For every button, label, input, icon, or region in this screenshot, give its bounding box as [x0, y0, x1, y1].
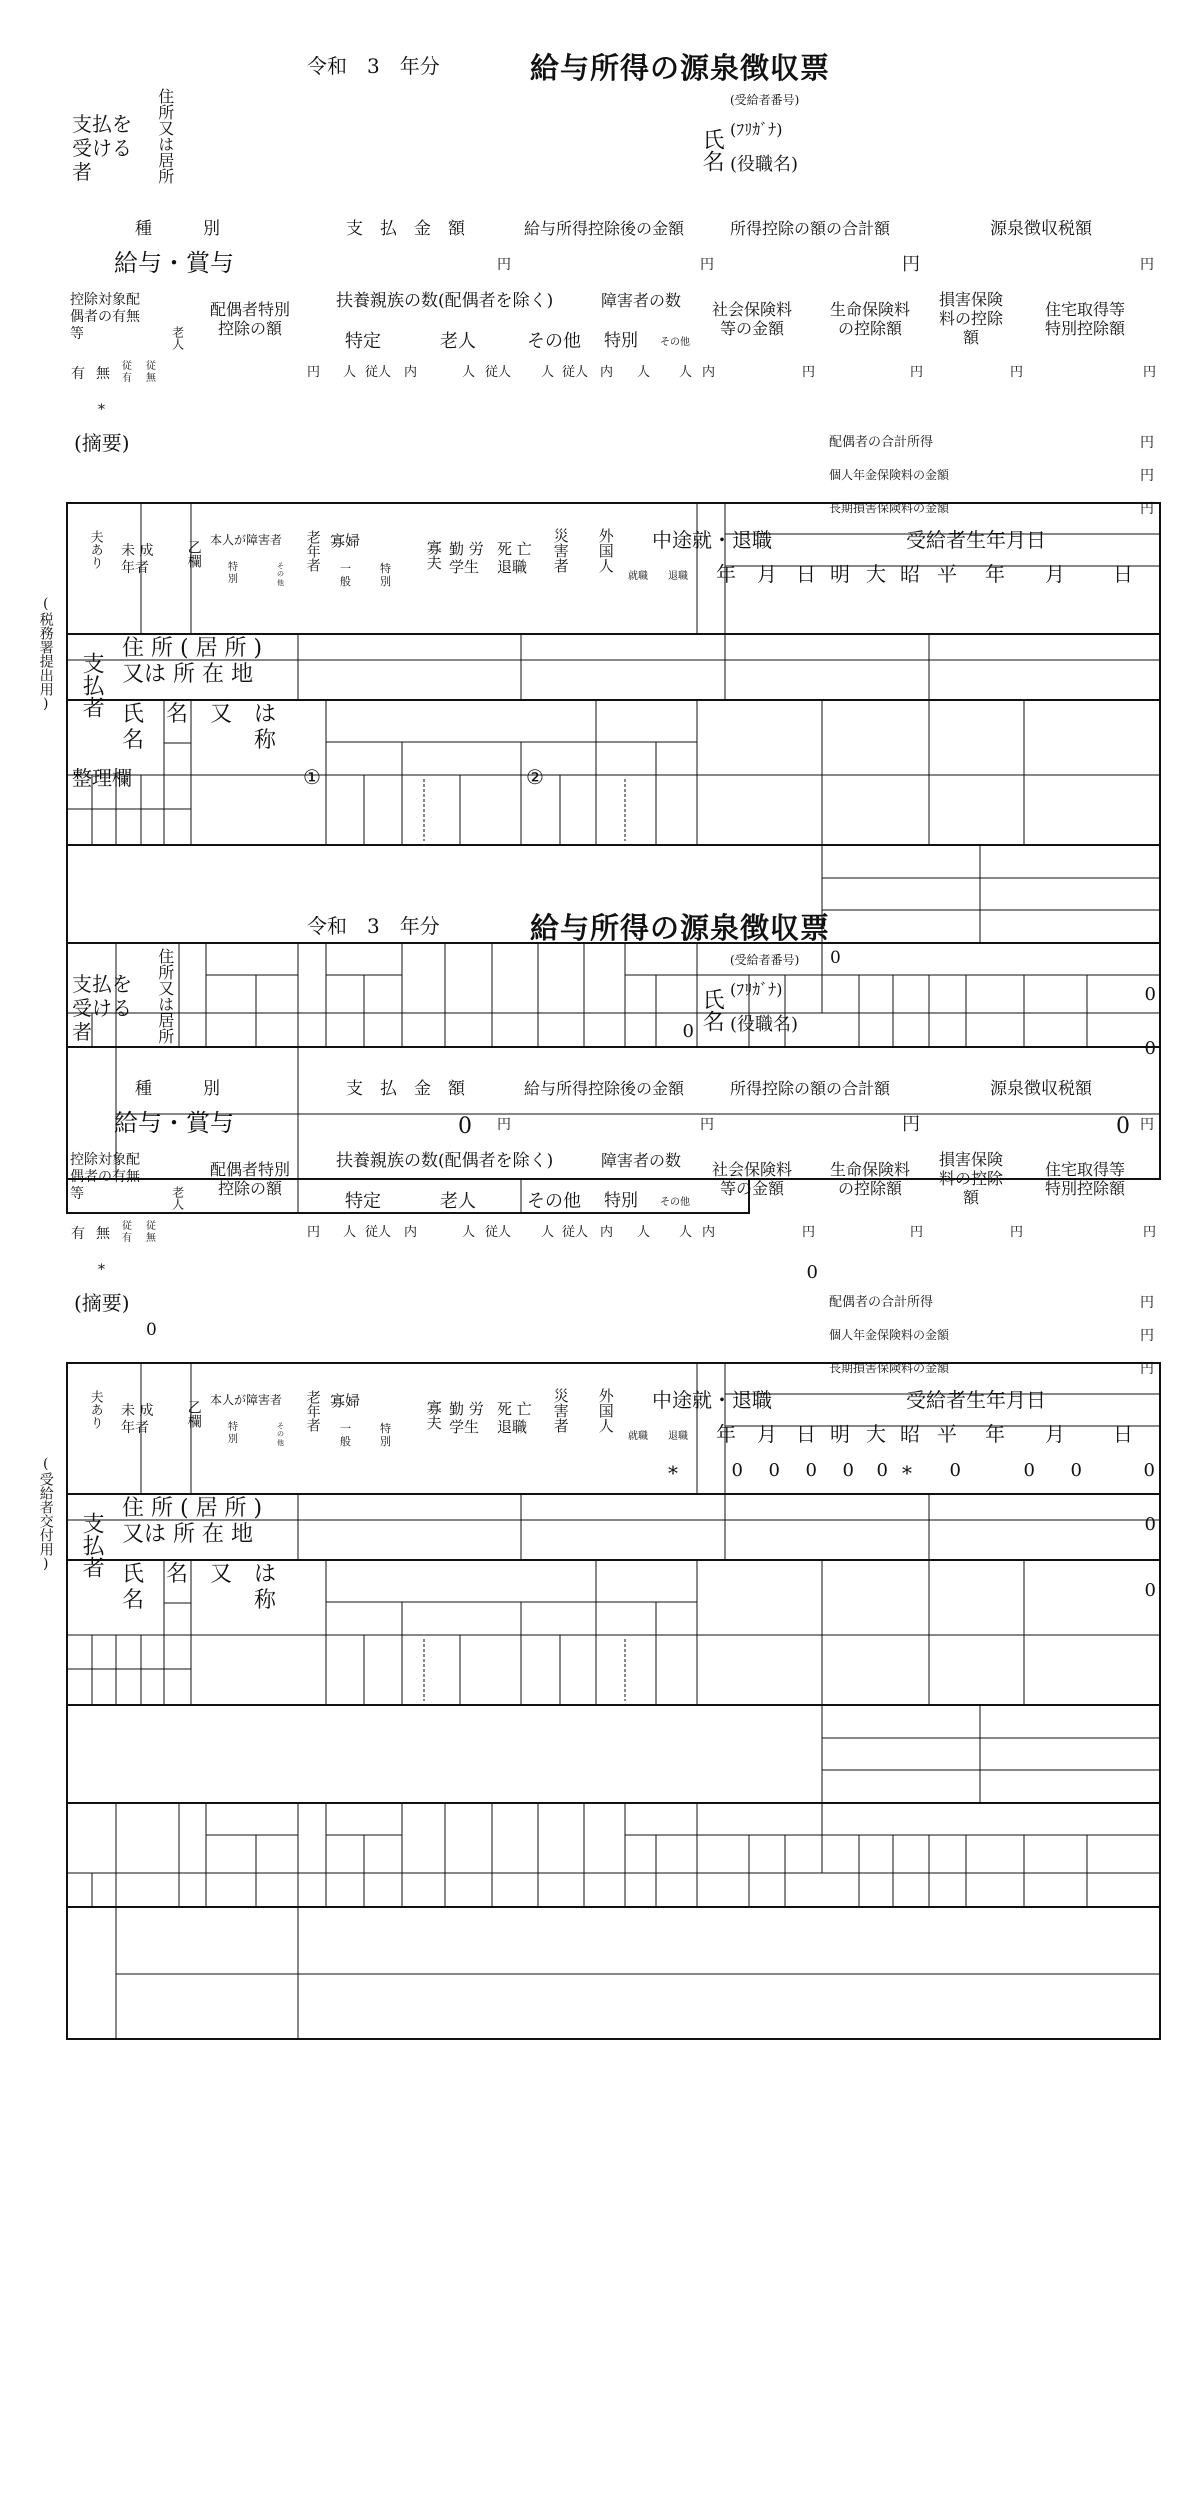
- pay-amount-header: 支 払 金 額: [346, 1079, 465, 1099]
- person-special: 人: [637, 1225, 651, 1240]
- pension-label: 個人年金保険料の金額: [829, 468, 950, 482]
- yen-nonlife: 円: [1010, 1225, 1024, 1240]
- minor-header: 未 成 年者: [121, 1403, 154, 1436]
- payer-address-value[interactable]: 0: [1144, 1514, 1156, 1535]
- spouse-income-label: 配偶者の合計所得: [829, 435, 934, 450]
- dep-person-other: 従人: [562, 365, 589, 380]
- yen-pay: 円: [497, 257, 511, 273]
- inner-special: 内: [600, 1225, 614, 1240]
- widow-special-header: 特 別: [380, 1422, 391, 1449]
- copy-side-label: (受給者交付用): [37, 1456, 54, 1572]
- student-header: 勤 労 学生: [449, 540, 484, 576]
- widow-special-header: 特 別: [380, 562, 391, 589]
- pay-amount-value[interactable]: 0: [458, 1114, 472, 1139]
- total-deduction-header: 所得控除の額の合計額: [730, 1079, 891, 1098]
- elderly-header: 老人: [440, 1191, 476, 1212]
- yen-nonlife: 円: [1010, 365, 1024, 380]
- payer-vertical: 支払者: [79, 652, 105, 718]
- widower-vertical: 寡夫: [424, 1400, 443, 1430]
- era-year: 令和 3 年分: [307, 54, 440, 78]
- widower-vertical: 寡夫: [424, 540, 443, 570]
- elderly-person-vertical: 老年者: [304, 530, 321, 572]
- minor-header: 未 成 年者: [121, 543, 154, 576]
- showa-header: 昭: [900, 1422, 920, 1446]
- payee-label: 支払を 受ける 者: [72, 112, 132, 184]
- salary-bonus-label: 給与・賞与: [114, 249, 234, 277]
- birth-month-value[interactable]: 0: [1070, 1460, 1082, 1481]
- social-insurance-header: 社会保険料 等の金額: [712, 300, 793, 339]
- sonota-small-header: その他: [660, 1197, 690, 1208]
- dep-no-label: 従 無: [146, 1221, 156, 1244]
- birthdate-header: 受給者生年月日: [906, 1388, 1046, 1412]
- circle-2: ②: [526, 765, 544, 789]
- withholding-tax-header: 源泉徴収税額: [990, 219, 1092, 239]
- after-deduction-header: 給与所得控除後の金額: [524, 219, 685, 238]
- meiji-header: 明: [830, 1422, 850, 1446]
- birthdate-header: 受給者生年月日: [906, 528, 1046, 552]
- kind-header: 種 別: [135, 1079, 220, 1099]
- self-disabled-header: 本人が障害者: [210, 533, 283, 547]
- no-label: 無: [96, 366, 110, 382]
- payer-vertical: 支払者: [79, 1512, 105, 1578]
- era-taisho-value[interactable]: 0: [876, 1460, 888, 1481]
- meiji-header: 明: [830, 562, 850, 586]
- era-heisei-value[interactable]: 0: [949, 1460, 961, 1481]
- yes-label: 有: [71, 1226, 85, 1242]
- person-sonota: 人: [679, 365, 693, 380]
- special-header: 特別: [604, 331, 638, 351]
- inner-elderly: 内: [404, 1225, 418, 1240]
- disaster-vertical: 災害者: [551, 528, 570, 573]
- midway-year-header: 年: [716, 1422, 736, 1446]
- circle-1: ①: [303, 765, 321, 789]
- payer-name-label: 氏 名 又 は 名 称: [122, 1562, 277, 1614]
- withholding-slip-recipient-copy: [0, 860, 1204, 1654]
- midway-day-header: 日: [796, 1422, 816, 1446]
- other-header: その他: [527, 331, 581, 352]
- dep-person-specified: 従人: [365, 365, 392, 380]
- yen-spouse-income: 円: [1140, 1295, 1154, 1311]
- name-label-vertical: 氏名: [699, 988, 725, 1032]
- person-sonota: 人: [679, 1225, 693, 1240]
- salary-bonus-label: 給与・賞与: [114, 1109, 234, 1137]
- self-special-header: 特 別: [228, 562, 238, 585]
- midway-header: 中途就・退職: [652, 1388, 772, 1412]
- nonlife-insurance-header: 損害保険 料の控除 額: [939, 1150, 1004, 1208]
- position-label: (役職名): [730, 154, 799, 175]
- address-value[interactable]: 0: [682, 1021, 694, 1042]
- midway-year-value[interactable]: 0: [731, 1460, 743, 1481]
- widow-general-header: 一 般: [340, 1422, 351, 1449]
- payer-name-label: 氏 名 又 は 名 称: [122, 702, 277, 754]
- showa-header: 昭: [900, 562, 920, 586]
- yen-pension: 円: [1140, 1328, 1154, 1344]
- disabled-count-header: 障害者の数: [601, 291, 682, 310]
- person-other: 人: [541, 365, 555, 380]
- yen-housing: 円: [1143, 365, 1157, 380]
- remarks-label: (摘要): [74, 1291, 130, 1315]
- retired-header: 退職: [668, 1431, 688, 1442]
- era-meiji-value[interactable]: 0: [842, 1460, 854, 1481]
- dependents-header: 扶養親族の数(配偶者を除く): [336, 1151, 554, 1171]
- taisho-header: 大: [866, 1422, 886, 1446]
- sonota-small-header: その他: [660, 337, 690, 348]
- yen-social: 円: [802, 1225, 816, 1240]
- self-special-header: 特 別: [228, 1422, 238, 1445]
- housing-header: 住宅取得等 特別控除額: [1045, 1160, 1126, 1199]
- midway-year-header: 年: [716, 562, 736, 586]
- life-insurance-header: 生命保険料 の控除額: [830, 1160, 911, 1199]
- spouse-special-header: 配偶者特別 控除の額: [210, 300, 291, 339]
- self-other-header: そ の 他: [277, 1422, 284, 1447]
- housing-header: 住宅取得等 特別控除額: [1045, 300, 1126, 339]
- other-header: その他: [527, 1191, 581, 1212]
- special-header: 特別: [604, 1191, 638, 1211]
- inner-social: 内: [702, 1225, 716, 1240]
- inner-special: 内: [600, 365, 614, 380]
- recipient-no-label: (受給者番号): [730, 953, 800, 967]
- yen-spouse-special: 円: [307, 365, 321, 380]
- husband-vertical: 夫あり: [87, 1390, 103, 1429]
- birth-day-header: 日: [1113, 562, 1133, 586]
- otsu-vertical: 乙欄: [185, 540, 202, 568]
- position-value[interactable]: 0: [1144, 1038, 1156, 1059]
- era-year: 令和 3 年分: [307, 914, 440, 938]
- foreigner-vertical: 外国人: [596, 528, 615, 573]
- heisei-header: 平: [937, 562, 957, 586]
- birth-year-header: 年: [985, 562, 1005, 586]
- yen-pension: 円: [1140, 468, 1154, 484]
- yen-social: 円: [802, 365, 816, 380]
- address-label-vertical: 住所又は居所: [155, 88, 175, 184]
- yen-pay: 円: [497, 1117, 511, 1133]
- asterisk-mark: *: [98, 1262, 105, 1278]
- elderly-vertical: 老人: [170, 1186, 185, 1210]
- dep-person-other: 従人: [562, 1225, 589, 1240]
- kind-header: 種 別: [135, 219, 220, 239]
- person-specified: 人: [343, 365, 357, 380]
- elderly-vertical: 老人: [170, 326, 185, 350]
- person-elderly: 人: [462, 365, 476, 380]
- total-deduction-header: 所得控除の額の合計額: [730, 219, 891, 238]
- person-special: 人: [637, 365, 651, 380]
- heisei-header: 平: [937, 1422, 957, 1446]
- dep-person-specified: 従人: [365, 1225, 392, 1240]
- recipient-no-value[interactable]: 0: [830, 948, 841, 968]
- yen-longterm: 円: [1140, 1361, 1154, 1377]
- self-other-header: そ の 他: [277, 562, 284, 587]
- yen-tax: 円: [1140, 1117, 1154, 1133]
- no-label: 無: [96, 1226, 110, 1242]
- seiri-label: 整理欄: [72, 766, 132, 790]
- spouse-special-header: 配偶者特別 控除の額: [210, 1160, 291, 1199]
- midway-header: 中途就・退職: [652, 528, 772, 552]
- form-title: 給与所得の源泉徴収票: [530, 51, 831, 85]
- longterm-label: 長期損害保険料の金額: [829, 501, 950, 515]
- era-showa-mark[interactable]: *: [902, 1461, 912, 1485]
- withholding-tax-value[interactable]: 0: [1116, 1114, 1130, 1139]
- husband-vertical: 夫あり: [87, 530, 103, 569]
- disabled-count-header: 障害者の数: [601, 1151, 682, 1170]
- payee-label: 支払を 受ける 者: [72, 972, 132, 1044]
- yes-label: 有: [71, 366, 85, 382]
- person-specified: 人: [343, 1225, 357, 1240]
- dep-no-label: 従 無: [146, 361, 156, 384]
- dep-person-elderly: 従人: [485, 1225, 512, 1240]
- spouse-presence-header: 控除対象配 偶者の有無 等: [70, 1152, 140, 1202]
- payer-name-value[interactable]: 0: [1144, 1580, 1156, 1601]
- yen-total: 円: [902, 254, 920, 275]
- copy-side-label: (税務署提出用): [37, 596, 54, 712]
- position-label: (役職名): [730, 1014, 799, 1035]
- spouse-income-label: 配偶者の合計所得: [829, 1295, 934, 1310]
- pension-label: 個人年金保険料の金額: [829, 1328, 950, 1342]
- dependents-header: 扶養親族の数(配偶者を除く): [336, 291, 554, 311]
- inner-elderly: 内: [404, 365, 418, 380]
- furigana-label: (ﾌﾘｶﾞﾅ): [730, 980, 783, 999]
- yen-life: 円: [910, 1225, 924, 1240]
- widow-header: 寡婦: [330, 1392, 361, 1410]
- retire-mark[interactable]: *: [668, 1461, 678, 1485]
- hired-header: 就職: [628, 1431, 648, 1442]
- dep-person-elderly: 従人: [485, 365, 512, 380]
- specified-header: 特定: [345, 331, 381, 352]
- remarks-label: (摘要): [74, 431, 130, 455]
- form-title: 給与所得の源泉徴収票: [530, 911, 831, 945]
- widow-header: 寡婦: [330, 532, 361, 550]
- taisho-header: 大: [866, 562, 886, 586]
- midway-day-header: 日: [796, 562, 816, 586]
- elderly-person-vertical: 老年者: [304, 1390, 321, 1432]
- midway-day-value[interactable]: 0: [805, 1460, 817, 1481]
- birth-month-header: 月: [1045, 562, 1065, 586]
- midway-month-header: 月: [757, 1422, 777, 1446]
- elderly-header: 老人: [440, 331, 476, 352]
- student-header: 勤 労 学生: [449, 1400, 484, 1436]
- yen-longterm: 円: [1140, 501, 1154, 517]
- asterisk-mark: *: [98, 402, 105, 418]
- recipient-no-label: (受給者番号): [730, 93, 800, 107]
- furigana-value[interactable]: 0: [1144, 984, 1156, 1005]
- payer-address-label: 住 所 ( 居 所 ) 又は 所 在 地: [122, 636, 263, 688]
- birth-day-value[interactable]: 0: [1143, 1460, 1155, 1481]
- longterm-label: 長期損害保険料の金額: [829, 1361, 950, 1375]
- retired-header: 退職: [668, 571, 688, 582]
- death-header: 死 亡 退職: [497, 1400, 532, 1436]
- otsu-vertical: 乙欄: [185, 1400, 202, 1428]
- withholding-slip-tax-office-copy: [0, 0, 1204, 820]
- self-disabled-header: 本人が障害者: [210, 1393, 283, 1407]
- birth-day-header: 日: [1113, 1422, 1133, 1446]
- birth-year-value[interactable]: 0: [1023, 1460, 1035, 1481]
- disaster-vertical: 災害者: [551, 1388, 570, 1433]
- yen-total: 円: [902, 1114, 920, 1135]
- after-deduction-header: 給与所得控除後の金額: [524, 1079, 685, 1098]
- spouse-presence-header: 控除対象配 偶者の有無 等: [70, 292, 140, 342]
- yen-tax: 円: [1140, 257, 1154, 273]
- yen-life: 円: [910, 365, 924, 380]
- yen-spouse-income: 円: [1140, 435, 1154, 451]
- yen-spouse-special: 円: [307, 1225, 321, 1240]
- specified-header: 特定: [345, 1191, 381, 1212]
- birth-year-header: 年: [985, 1422, 1005, 1446]
- dep-yes-label: 従 有: [122, 361, 132, 384]
- yen-after: 円: [700, 1117, 714, 1133]
- payer-address-label: 住 所 ( 居 所 ) 又は 所 在 地: [122, 1496, 263, 1548]
- yen-after: 円: [700, 257, 714, 273]
- birth-month-header: 月: [1045, 1422, 1065, 1446]
- name-label-vertical: 氏名: [699, 128, 725, 172]
- pay-amount-header: 支 払 金 額: [346, 219, 465, 239]
- death-header: 死 亡 退職: [497, 540, 532, 576]
- widow-general-header: 一 般: [340, 562, 351, 589]
- person-elderly: 人: [462, 1225, 476, 1240]
- hired-header: 就職: [628, 571, 648, 582]
- midway-month-value[interactable]: 0: [768, 1460, 780, 1481]
- social-insurance-value[interactable]: 0: [806, 1262, 818, 1283]
- person-other: 人: [541, 1225, 555, 1240]
- foreigner-vertical: 外国人: [596, 1388, 615, 1433]
- social-insurance-header: 社会保険料 等の金額: [712, 1160, 793, 1199]
- address-label-vertical: 住所又は居所: [155, 948, 175, 1044]
- life-insurance-header: 生命保険料 の控除額: [830, 300, 911, 339]
- remarks-value[interactable]: 0: [146, 1320, 157, 1340]
- yen-housing: 円: [1143, 1225, 1157, 1240]
- midway-month-header: 月: [757, 562, 777, 586]
- inner-social: 内: [702, 365, 716, 380]
- nonlife-insurance-header: 損害保険 料の控除 額: [939, 290, 1004, 348]
- withholding-tax-header: 源泉徴収税額: [990, 1079, 1092, 1099]
- furigana-label: (ﾌﾘｶﾞﾅ): [730, 120, 783, 139]
- dep-yes-label: 従 有: [122, 1221, 132, 1244]
